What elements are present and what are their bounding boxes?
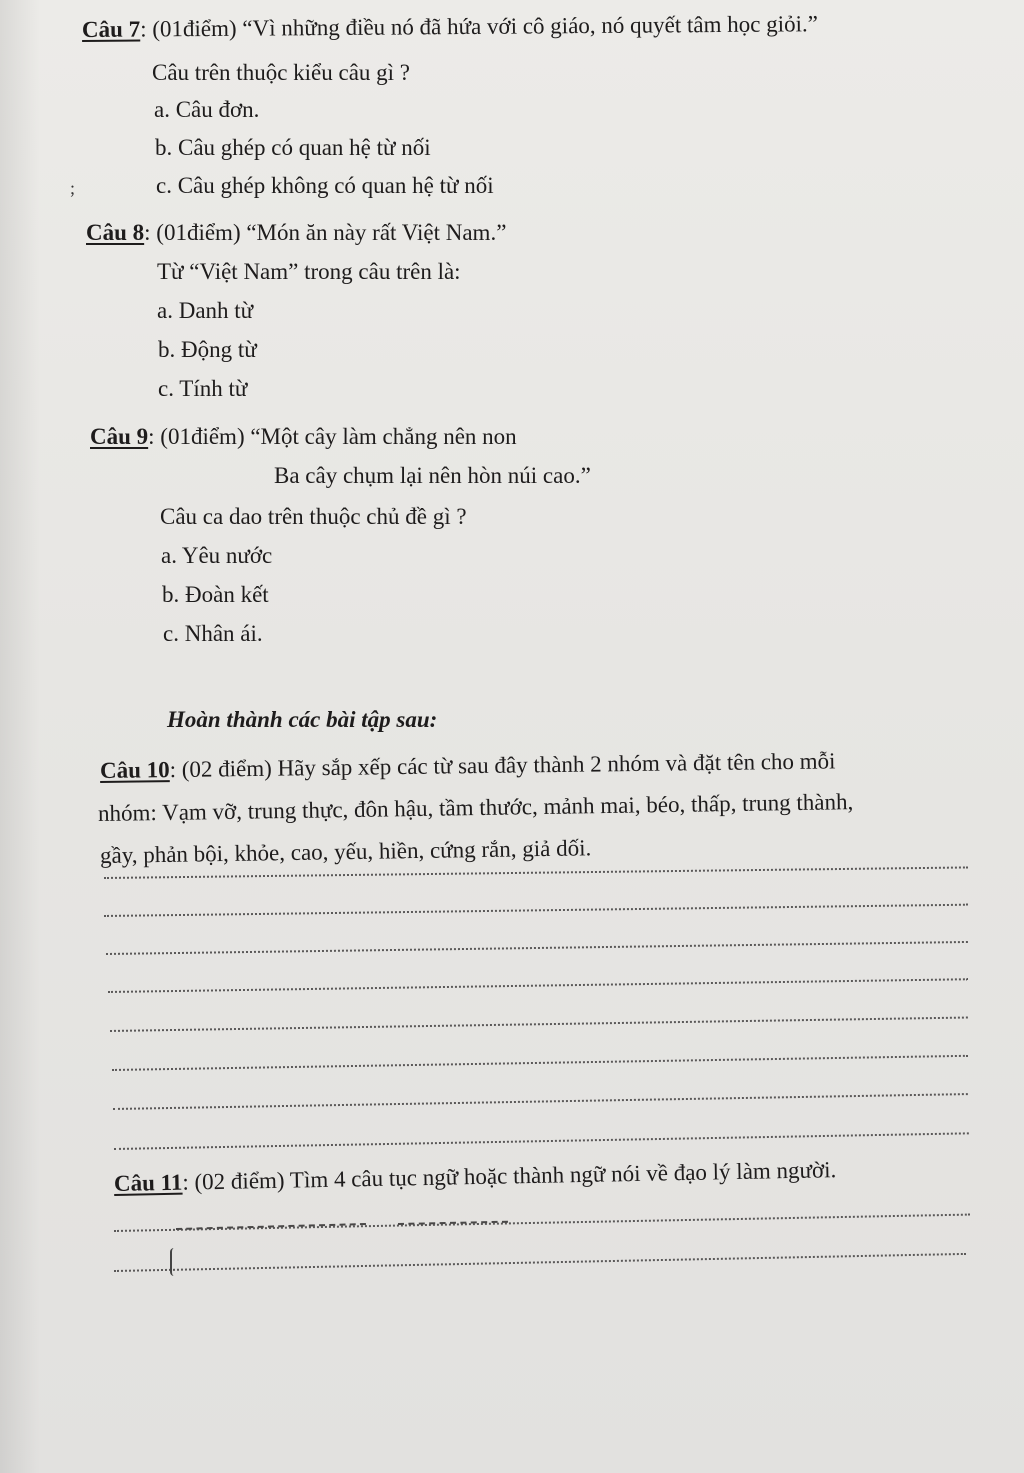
- answer-line: [108, 978, 968, 993]
- q8-option-b: b. Động từ: [158, 337, 257, 362]
- q8-header: [86, 219, 506, 247]
- q9-prompt: Câu ca dao trên thuộc chủ đề gì ?: [160, 504, 467, 529]
- answer-line: [114, 1214, 970, 1232]
- q7-header: [82, 10, 818, 44]
- q10-line-3: gầy, phản bội, khỏe, cao, yếu, hiền, cứng rắn, giả dối.: [99, 835, 592, 868]
- q7-option-a: a. Câu đơn.: [154, 97, 260, 122]
- q7-header-text: : (01điểm) “Vì những điều nó đã hứa với cô giáo, nó quyết tâm học giỏi.”: [140, 11, 818, 42]
- answer-line: [113, 1093, 968, 1110]
- q11-header-text: : (02 điểm) Tìm 4 câu tục ngữ hoặc thành ngữ nói về đạo lý làm người.: [182, 1157, 837, 1195]
- answer-line: [114, 1253, 966, 1272]
- answer-line: [110, 1017, 968, 1032]
- q10-line-2: nhóm: Vạm vỡ, trung thực, đôn hậu, tầm thước, mảnh mai, béo, thấp, trung thành,: [97, 789, 854, 826]
- answer-line: [104, 866, 968, 879]
- answer-line: [106, 941, 968, 955]
- answer-line: [112, 1055, 968, 1071]
- q10-line-1: [100, 747, 836, 785]
- q11-label: Câu 11: [113, 1169, 183, 1196]
- q9-option-a: a. Yêu nước: [161, 543, 273, 568]
- q7-option-c: c. Câu ghép không có quan hệ từ nối: [156, 173, 494, 198]
- q9-label: Câu 9: [90, 424, 149, 449]
- q9-option-b: b. Đoàn kết: [162, 582, 269, 607]
- q9-header-text: : (01điểm) “Một cây làm chẳng nên non: [148, 424, 517, 449]
- q9-header: [90, 423, 517, 451]
- q8-header-text: : (01điểm) “Món ăn này rất Việt Nam.”: [144, 220, 507, 245]
- q9-option-c: c. Nhân ái.: [163, 621, 263, 646]
- q8-prompt: Từ “Việt Nam” trong câu trên là:: [157, 259, 461, 284]
- stray-mark: ;: [70, 178, 76, 198]
- section-heading: Hoàn thành các bài tập sau:: [167, 707, 438, 732]
- q9-quote-line2: Ba cây chụm lại nên hòn núi cao.”: [274, 463, 591, 488]
- q7-label: Câu 7: [81, 16, 141, 42]
- answer-line: [104, 904, 968, 917]
- q11-header: [114, 1156, 837, 1198]
- q8-label: Câu 8: [86, 220, 145, 245]
- q7-option-b: b. Câu ghép có quan hệ từ nối: [155, 135, 431, 160]
- q10-text-1: : (02 điểm) Hãy sắp xếp các từ sau đây thành 2 nhóm và đặt tên cho mỗi: [169, 748, 836, 783]
- answer-line: [114, 1132, 969, 1150]
- q7-prompt: Câu trên thuộc kiểu câu gì ?: [152, 60, 411, 85]
- handwriting-bracket: [170, 1248, 174, 1276]
- paper-edge-shadow: [0, 0, 40, 1473]
- q8-option-a: a. Danh từ: [157, 298, 254, 323]
- q10-label: Câu 10: [99, 757, 170, 783]
- q8-option-c: c. Tính từ: [158, 376, 248, 401]
